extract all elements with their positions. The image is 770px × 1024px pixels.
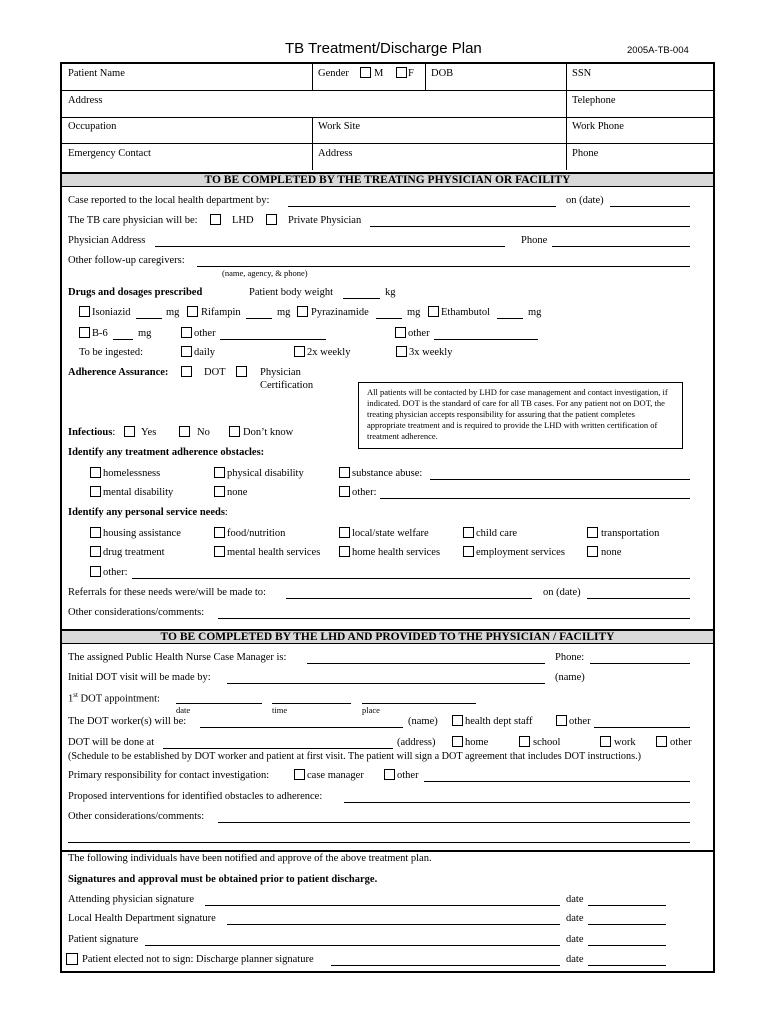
referrals-field[interactable] xyxy=(286,598,532,599)
kg-label: kg xyxy=(385,287,396,298)
case-reported-field[interactable] xyxy=(288,206,556,207)
referrals-date-field[interactable] xyxy=(587,598,690,599)
patient-date-label: date xyxy=(566,934,584,945)
discharge-planner-sig-field[interactable] xyxy=(331,965,560,966)
rifampin-mg: mg xyxy=(277,307,291,318)
dot-school-checkbox[interactable] xyxy=(519,736,530,747)
isoniazid-mg: mg xyxy=(166,307,180,318)
attending-date-field[interactable] xyxy=(588,905,666,906)
attending-sig-label: Attending physician signature xyxy=(68,894,194,905)
patient-date-field[interactable] xyxy=(588,945,666,946)
homelessness-label: homelessness xyxy=(103,468,161,479)
dot-other-checkbox[interactable] xyxy=(656,736,667,747)
section-lhd-banner: TO BE COMPLETED BY THE LHD AND PROVIDED TO THE PHYSICIAN / FACILITY xyxy=(62,629,713,644)
lhd-sig-field[interactable] xyxy=(227,924,560,925)
ethambutol-dose-field[interactable] xyxy=(497,318,523,319)
notified-text: The following individuals have been notified and approve of the above treatment plan. xyxy=(68,853,432,864)
obstacle-other-label: other: xyxy=(352,487,377,498)
dot-work-label: work xyxy=(614,737,636,748)
dot-checkbox[interactable] xyxy=(181,366,192,377)
other-considerations-2-label: Other considerations/comments: xyxy=(68,811,205,822)
work-phone-label: Work Phone xyxy=(572,121,624,132)
employment-checkbox[interactable] xyxy=(463,546,474,557)
signatures-required-text: Signatures and approval must be obtained prior to patient discharge. xyxy=(68,874,378,885)
dot-appointment-label: 1st DOT appointment: xyxy=(68,691,160,705)
pyrazinamide-dose-field[interactable] xyxy=(376,318,402,319)
signatures-divider xyxy=(62,850,713,852)
dot-appt-place-hint: place xyxy=(362,705,380,715)
patient-name-label: Patient Name xyxy=(68,68,125,79)
daily-checkbox[interactable] xyxy=(181,346,192,357)
mental-health-checkbox[interactable] xyxy=(214,546,225,557)
obstacle-other-field[interactable] xyxy=(380,498,690,499)
dot-appt-place-field[interactable] xyxy=(362,703,476,704)
ethambutol-label: Ethambutol xyxy=(441,307,490,318)
need-other-label: other: xyxy=(103,567,128,578)
dot-address-label: (address) xyxy=(397,737,436,748)
occupation-label: Occupation xyxy=(68,121,117,132)
patient-elected-checkbox[interactable] xyxy=(66,953,78,965)
emergency-address-label: Address xyxy=(318,148,353,159)
physician-cert-label-2: Certification xyxy=(260,380,314,391)
referrals-label: Referrals for these needs were/will be made to: xyxy=(68,587,266,598)
section-physician-banner: TO BE COMPLETED BY THE TREATING PHYSICIAN OR FACILITY xyxy=(62,172,713,187)
primary-resp-label: Primary responsibility for contact investigation: xyxy=(68,770,270,781)
b6-mg: mg xyxy=(138,328,152,339)
b6-checkbox[interactable] xyxy=(79,327,90,338)
obstacles-heading: Identify any treatment adherence obstacles: xyxy=(68,447,265,458)
gender-male-checkbox[interactable] xyxy=(360,67,371,78)
other-considerations-2-field-2[interactable] xyxy=(68,842,690,843)
body-weight-label: Patient body weight xyxy=(249,287,333,298)
patient-elected-label: Patient elected not to sign: Discharge planner signature xyxy=(82,954,314,965)
twice-weekly-label: 2x weekly xyxy=(307,347,351,358)
isoniazid-label: Isoniazid xyxy=(92,307,131,318)
nurse-phone-label: Phone: xyxy=(555,652,585,663)
gender-label: Gender xyxy=(318,68,349,79)
dot-appt-date-field[interactable] xyxy=(176,703,262,704)
emergency-phone-label: Phone xyxy=(572,148,599,159)
attending-sig-field[interactable] xyxy=(205,905,560,906)
primary-other-label: other xyxy=(397,770,419,781)
patient-sig-label: Patient signature xyxy=(68,934,139,945)
other-followup-label: Other follow-up caregivers: xyxy=(68,255,185,266)
primary-other-field[interactable] xyxy=(424,781,690,782)
dob-label: DOB xyxy=(431,68,454,79)
health-dept-staff-checkbox[interactable] xyxy=(452,715,463,726)
thrice-weekly-checkbox[interactable] xyxy=(396,346,407,357)
ssn-label: SSN xyxy=(572,68,592,79)
ethambutol-checkbox[interactable] xyxy=(428,306,439,317)
private-physician-field[interactable] xyxy=(370,226,690,227)
pyrazinamide-mg: mg xyxy=(407,307,421,318)
mental-disability-label: mental disability xyxy=(103,487,174,498)
need-none-label: none xyxy=(601,547,622,558)
need-other-field[interactable] xyxy=(132,578,690,579)
home-health-checkbox[interactable] xyxy=(339,546,350,557)
thrice-weekly-label: 3x weekly xyxy=(409,347,453,358)
form-title: TB Treatment/Discharge Plan xyxy=(285,40,482,57)
dot-home-checkbox[interactable] xyxy=(452,736,463,747)
drug-other-1-label: other xyxy=(194,328,216,339)
gender-female-label: F xyxy=(408,68,414,79)
dot-other-label: other xyxy=(670,737,692,748)
dot-work-checkbox[interactable] xyxy=(600,736,611,747)
need-none-checkbox[interactable] xyxy=(587,546,598,557)
transportation-checkbox[interactable] xyxy=(587,527,598,538)
followup-hint: (name, agency, & phone) xyxy=(222,268,308,278)
food-label: food/nutrition xyxy=(227,528,286,539)
pyrazinamide-label: Pyrazinamide xyxy=(311,307,369,318)
obstacle-none-label: none xyxy=(227,487,248,498)
nurse-phone-field[interactable] xyxy=(590,663,690,664)
initial-dot-name-label: (name) xyxy=(555,672,585,683)
physician-cert-checkbox[interactable] xyxy=(236,366,247,377)
mental-disability-checkbox[interactable] xyxy=(90,486,101,497)
drug-other-2-checkbox[interactable] xyxy=(395,327,406,338)
private-physician-checkbox[interactable] xyxy=(266,214,277,225)
physician-address-label: Physician Address xyxy=(68,235,146,246)
welfare-label: local/state welfare xyxy=(352,528,429,539)
case-reported-date-field[interactable] xyxy=(610,206,690,207)
physician-will-be-label: The TB care physician will be: xyxy=(68,215,198,226)
adherence-label: Adherence Assurance: xyxy=(68,367,169,378)
pyrazinamide-checkbox[interactable] xyxy=(297,306,308,317)
child-care-label: child care xyxy=(476,528,518,539)
physician-cert-label-1: Physician xyxy=(260,367,301,378)
proposed-label: Proposed interventions for identified obstacles to adherence: xyxy=(68,791,323,802)
dot-school-label: school xyxy=(533,737,561,748)
gender-male-label: M xyxy=(374,68,384,79)
b6-label: B-6 xyxy=(92,328,108,339)
infectious-label: Infectious: xyxy=(68,427,116,438)
physician-phone-field[interactable] xyxy=(552,246,690,247)
lhd-date-label: date xyxy=(566,913,584,924)
other-considerations-1-label: Other considerations/comments: xyxy=(68,607,205,618)
dot-done-at-label: DOT will be done at xyxy=(68,737,155,748)
private-physician-label: Private Physician xyxy=(288,215,362,226)
attending-date-label: date xyxy=(566,894,584,905)
lhd-sig-label: Local Health Department signature xyxy=(68,913,216,924)
dot-home-label: home xyxy=(465,737,489,748)
other-considerations-1-field[interactable] xyxy=(218,618,690,619)
obstacle-none-checkbox[interactable] xyxy=(214,486,225,497)
case-manager-label: case manager xyxy=(307,770,364,781)
dot-worker-other-field[interactable] xyxy=(594,727,690,728)
rifampin-dose-field[interactable] xyxy=(246,318,272,319)
b6-dose-field[interactable] xyxy=(113,339,133,340)
telephone-label: Telephone xyxy=(572,95,616,106)
infectious-no-label: No xyxy=(197,427,210,438)
ethambutol-mg: mg xyxy=(528,307,542,318)
child-care-checkbox[interactable] xyxy=(463,527,474,538)
lhd-contact-note: All patients will be contacted by LHD for case management and contact investigation, if indicated. DOT is the standard of care for all TB cases. For any patient not on DOT, the treating physician accepts responsibility for assuring that the patient completes appropriate treatment and is required to provide the LHD with written certification of treatment adherence. xyxy=(358,382,683,449)
discharge-date-label: date xyxy=(566,954,584,965)
initial-dot-field[interactable] xyxy=(227,683,545,684)
daily-label: daily xyxy=(194,347,215,358)
needs-heading: Identify any personal service needs: xyxy=(68,507,228,518)
primary-other-checkbox[interactable] xyxy=(384,769,395,780)
physical-disability-checkbox[interactable] xyxy=(214,467,225,478)
other-followup-field[interactable] xyxy=(197,266,690,267)
substance-abuse-field[interactable] xyxy=(430,479,690,480)
nurse-manager-label: The assigned Public Health Nurse Case Manager is: xyxy=(68,652,287,663)
nurse-manager-field[interactable] xyxy=(307,663,545,664)
drug-other-1-field[interactable] xyxy=(220,339,326,340)
mental-health-label: mental health services xyxy=(227,547,321,558)
case-manager-checkbox[interactable] xyxy=(294,769,305,780)
body-weight-field[interactable] xyxy=(343,298,380,299)
lhd-label: LHD xyxy=(232,215,254,226)
dot-workers-name-label: (name) xyxy=(408,716,438,727)
address-label: Address xyxy=(68,95,103,106)
drug-other-2-field[interactable] xyxy=(434,339,538,340)
lhd-date-field[interactable] xyxy=(588,924,666,925)
schedule-note: (Schedule to be established by DOT worker and patient at first visit. The patient will sign a DOT agreement that includes DOT instructions.) xyxy=(68,751,642,762)
health-dept-staff-label: health dept staff xyxy=(465,716,533,727)
dot-workers-field[interactable] xyxy=(200,727,403,728)
substance-abuse-label: substance abuse: xyxy=(352,468,423,479)
patient-sig-field[interactable] xyxy=(145,945,560,946)
discharge-date-field[interactable] xyxy=(588,965,666,966)
emergency-contact-label: Emergency Contact xyxy=(68,148,151,159)
gender-female-checkbox[interactable] xyxy=(396,67,407,78)
rifampin-label: Rifampin xyxy=(201,307,241,318)
need-other-checkbox[interactable] xyxy=(90,566,101,577)
infectious-no-checkbox[interactable] xyxy=(179,426,190,437)
dot-address-field[interactable] xyxy=(163,748,393,749)
drug-treatment-checkbox[interactable] xyxy=(90,546,101,557)
physician-phone-label: Phone xyxy=(521,235,548,246)
dot-appt-time-hint: time xyxy=(272,705,288,715)
substance-abuse-checkbox[interactable] xyxy=(339,467,350,478)
drug-other-2-label: other xyxy=(408,328,430,339)
infectious-dont-know-label: Don’t know xyxy=(243,427,294,438)
welfare-checkbox[interactable] xyxy=(339,527,350,538)
homelessness-checkbox[interactable] xyxy=(90,467,101,478)
proposed-field[interactable] xyxy=(344,802,690,803)
form-code: 2005A-TB-004 xyxy=(627,45,689,56)
home-health-label: home health services xyxy=(352,547,441,558)
physical-disability-label: physical disability xyxy=(227,468,304,479)
dot-workers-label: The DOT worker(s) will be: xyxy=(68,716,187,727)
housing-label: housing assistance xyxy=(103,528,181,539)
to-be-ingested-label: To be ingested: xyxy=(79,347,143,358)
dot-worker-other-checkbox[interactable] xyxy=(556,715,567,726)
employment-label: employment services xyxy=(476,547,565,558)
infectious-yes-checkbox[interactable] xyxy=(124,426,135,437)
case-reported-label: Case reported to the local health department by: xyxy=(68,195,270,206)
physician-address-field[interactable] xyxy=(155,246,505,247)
dot-appt-date-hint: date xyxy=(176,705,191,715)
drug-other-1-checkbox[interactable] xyxy=(181,327,192,338)
infectious-yes-label: Yes xyxy=(141,427,157,438)
other-considerations-2-field[interactable] xyxy=(218,822,690,823)
transportation-label: transportation xyxy=(601,528,660,539)
dot-worker-other-label: other xyxy=(569,716,591,727)
work-site-label: Work Site xyxy=(318,121,361,132)
twice-weekly-checkbox[interactable] xyxy=(294,346,305,357)
case-reported-date-label: on (date) xyxy=(566,195,604,206)
food-checkbox[interactable] xyxy=(214,527,225,538)
dot-label: DOT xyxy=(204,367,226,378)
isoniazid-dose-field[interactable] xyxy=(136,318,162,319)
dot-appt-time-field[interactable] xyxy=(272,703,351,704)
obstacle-other-checkbox[interactable] xyxy=(339,486,350,497)
housing-checkbox[interactable] xyxy=(90,527,101,538)
drug-treatment-label: drug treatment xyxy=(103,547,165,558)
infectious-dont-know-checkbox[interactable] xyxy=(229,426,240,437)
isoniazid-checkbox[interactable] xyxy=(79,306,90,317)
lhd-checkbox[interactable] xyxy=(210,214,221,225)
rifampin-checkbox[interactable] xyxy=(187,306,198,317)
initial-dot-label: Initial DOT visit will be made by: xyxy=(68,672,211,683)
referrals-date-label: on (date) xyxy=(543,587,581,598)
drugs-heading: Drugs and dosages prescribed xyxy=(68,287,203,298)
